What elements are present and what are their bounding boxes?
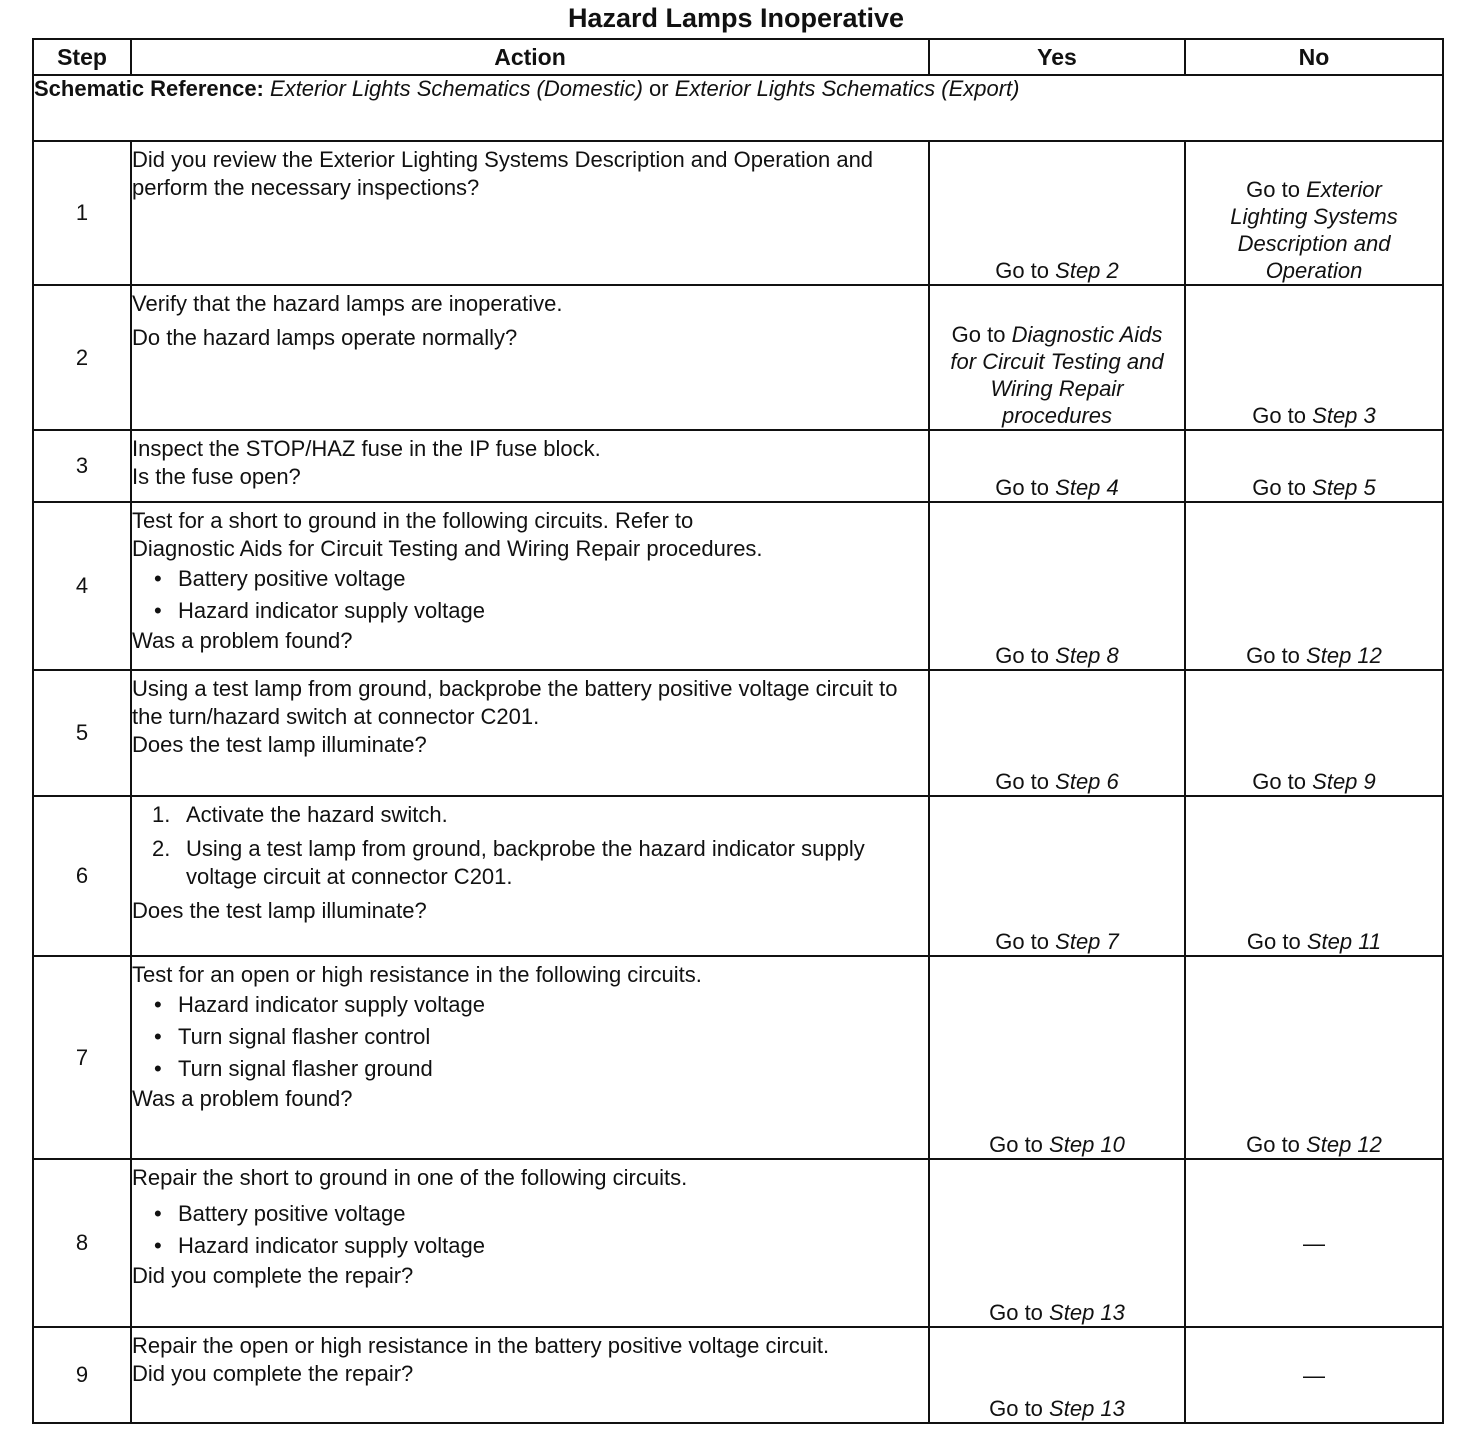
- schematic-link-domestic: Exterior Lights Schematics (Domestic): [270, 76, 643, 101]
- step-action: [131, 1159, 929, 1327]
- step-action: [131, 670, 929, 796]
- bullet-item: • Battery positive voltage: [132, 1198, 928, 1230]
- yes-target: Diagnostic Aids for Circuit Testing and Wiring Repair procedures: [950, 322, 1164, 428]
- no-target: Step 12: [1306, 643, 1382, 668]
- step-number: 9: [33, 1327, 131, 1423]
- schematic-conjunction: or: [649, 76, 669, 101]
- no-dash: —: [1303, 1230, 1325, 1256]
- go-to-label: Go to: [1252, 403, 1307, 428]
- action-text: Using a test lamp from ground, backprobe the battery positive voltage circuit to the turn/hazard switch at connector C201.: [132, 676, 898, 729]
- yes-target: Step 13: [1049, 1396, 1125, 1421]
- action-line: Verify that the hazard lamps are inoperative.: [132, 291, 563, 316]
- action-question: Did you complete the repair?: [132, 1263, 414, 1288]
- no-target: Step 3: [1312, 403, 1376, 428]
- go-to-label: Go to: [995, 929, 1050, 954]
- step-number: 4: [33, 502, 131, 670]
- header-action: Action: [131, 39, 929, 75]
- yes-cell: [929, 670, 1185, 796]
- action-line: Inspect the STOP/HAZ fuse in the IP fuse block.: [132, 436, 601, 461]
- no-cell: [1185, 141, 1443, 285]
- action-text: Did you review the Exterior Lighting Systems Description and Operation and perform the necessary inspections?: [132, 147, 874, 200]
- table-row: [33, 141, 1443, 285]
- step-number: 8: [33, 1159, 131, 1327]
- yes-target: Step 6: [1055, 769, 1119, 794]
- go-to-label: Go to: [1246, 643, 1300, 668]
- numbered-item: [132, 797, 928, 829]
- diagnostic-table: [32, 38, 1444, 1424]
- step-number: 3: [33, 430, 131, 502]
- no-cell: [1185, 670, 1443, 796]
- yes-cell: [929, 430, 1185, 502]
- item-text: Using a test lamp from ground, backprobe the hazard indicator supply voltage circuit at connector C201.: [186, 836, 865, 889]
- bullet-item: • Hazard indicator supply voltage: [132, 989, 928, 1021]
- step-number: 2: [33, 285, 131, 430]
- action-line: Diagnostic Aids for Circuit Testing and Wiring Repair procedures.: [132, 536, 763, 561]
- schematic-link-export: Exterior Lights Schematics (Export): [674, 76, 1020, 101]
- no-target: Step 9: [1312, 769, 1376, 794]
- bullet-item: • Hazard indicator supply voltage: [132, 1230, 928, 1262]
- step-number: 1: [33, 141, 131, 285]
- step-number: 6: [33, 796, 131, 956]
- no-cell: [1185, 285, 1443, 430]
- yes-target: Step 2: [1055, 258, 1119, 283]
- bullet-item: • Turn signal flasher ground: [132, 1053, 928, 1085]
- yes-cell: [929, 796, 1185, 956]
- no-target: Step 12: [1306, 1132, 1382, 1157]
- schematic-reference: [33, 75, 1443, 141]
- go-to-label: Go to: [1246, 1132, 1300, 1157]
- step-action: [131, 1327, 929, 1423]
- no-target: Exterior Lighting Systems Description and Operation: [1230, 177, 1398, 283]
- yes-target: Step 8: [1055, 643, 1119, 668]
- step-number: 7: [33, 956, 131, 1159]
- header-row: [33, 39, 1443, 75]
- go-to-label: Go to: [995, 258, 1050, 283]
- step-action: [131, 285, 929, 430]
- action-question: Was a problem found?: [132, 1086, 353, 1111]
- go-to-label: Go to: [1246, 929, 1301, 954]
- step-number: 5: [33, 670, 131, 796]
- yes-cell: [929, 956, 1185, 1159]
- yes-cell: [929, 1327, 1185, 1423]
- action-question: Did you complete the repair?: [132, 1361, 414, 1386]
- header-no: No: [1185, 39, 1443, 75]
- item-number: 1.: [152, 802, 171, 827]
- go-to-label: Go to: [989, 1300, 1043, 1325]
- no-cell: [1185, 502, 1443, 670]
- go-to-label: Go to: [951, 322, 1006, 347]
- header-yes: Yes: [929, 39, 1185, 75]
- table-row: [33, 1327, 1443, 1423]
- go-to-label: Go to: [1252, 475, 1307, 500]
- numbered-item: [132, 835, 928, 891]
- step-action: [131, 796, 929, 956]
- action-line: Test for a short to ground in the following circuits. Refer to: [132, 508, 694, 533]
- table-row: [33, 285, 1443, 430]
- go-to-label: Go to: [989, 1396, 1043, 1421]
- action-line: Repair the short to ground in one of the following circuits.: [132, 1165, 688, 1190]
- yes-target: Step 13: [1049, 1300, 1125, 1325]
- action-line: Test for an open or high resistance in the following circuits.: [132, 962, 702, 987]
- bullet-item: • Turn signal flasher control: [132, 1021, 928, 1053]
- step-action: [131, 956, 929, 1159]
- page-title: Hazard Lamps Inoperative: [567, 3, 905, 33]
- schematic-reference-row: [33, 75, 1443, 141]
- yes-cell: [929, 285, 1185, 430]
- step-action: [131, 502, 929, 670]
- action-question: Does the test lamp illuminate?: [132, 898, 427, 923]
- table-row: [33, 430, 1443, 502]
- no-cell: [1185, 430, 1443, 502]
- step-action: [131, 430, 929, 502]
- go-to-label: Go to: [995, 475, 1050, 500]
- bullet-item: • Battery positive voltage: [132, 563, 928, 595]
- header-step: Step: [33, 39, 131, 75]
- action-question: Does the test lamp illuminate?: [132, 732, 427, 757]
- no-target: Step 11: [1306, 929, 1382, 954]
- yes-cell: [929, 502, 1185, 670]
- no-cell: [1185, 956, 1443, 1159]
- item-number: 2.: [152, 836, 171, 861]
- go-to-label: Go to: [995, 769, 1050, 794]
- no-dash: —: [1303, 1362, 1325, 1388]
- yes-target: Step 10: [1049, 1132, 1125, 1157]
- table-row: [33, 956, 1443, 1159]
- go-to-label: Go to: [989, 1132, 1043, 1157]
- yes-target: Step 7: [1055, 929, 1119, 954]
- no-cell: [1185, 1327, 1443, 1423]
- action-question: Was a problem found?: [132, 628, 353, 653]
- no-cell: [1185, 1159, 1443, 1327]
- yes-cell: [929, 1159, 1185, 1327]
- action-text: Repair the open or high resistance in the battery positive voltage circuit.: [132, 1333, 830, 1358]
- bullet-item: • Hazard indicator supply voltage: [132, 595, 928, 627]
- action-question: Is the fuse open?: [132, 464, 301, 489]
- item-text: Activate the hazard switch.: [186, 802, 448, 827]
- table-row: [33, 1159, 1443, 1327]
- go-to-label: Go to: [995, 643, 1050, 668]
- step-action: [131, 141, 929, 285]
- table-row: [33, 502, 1443, 670]
- go-to-label: Go to: [1252, 769, 1307, 794]
- yes-cell: [929, 141, 1185, 285]
- table-row: [33, 670, 1443, 796]
- schematic-label: Schematic Reference:: [34, 76, 264, 101]
- action-question: Do the hazard lamps operate normally?: [132, 325, 518, 350]
- yes-target: Step 4: [1055, 475, 1119, 500]
- no-cell: [1185, 796, 1443, 956]
- go-to-label: Go to: [1246, 177, 1300, 202]
- no-target: Step 5: [1312, 475, 1376, 500]
- table-row: [33, 796, 1443, 956]
